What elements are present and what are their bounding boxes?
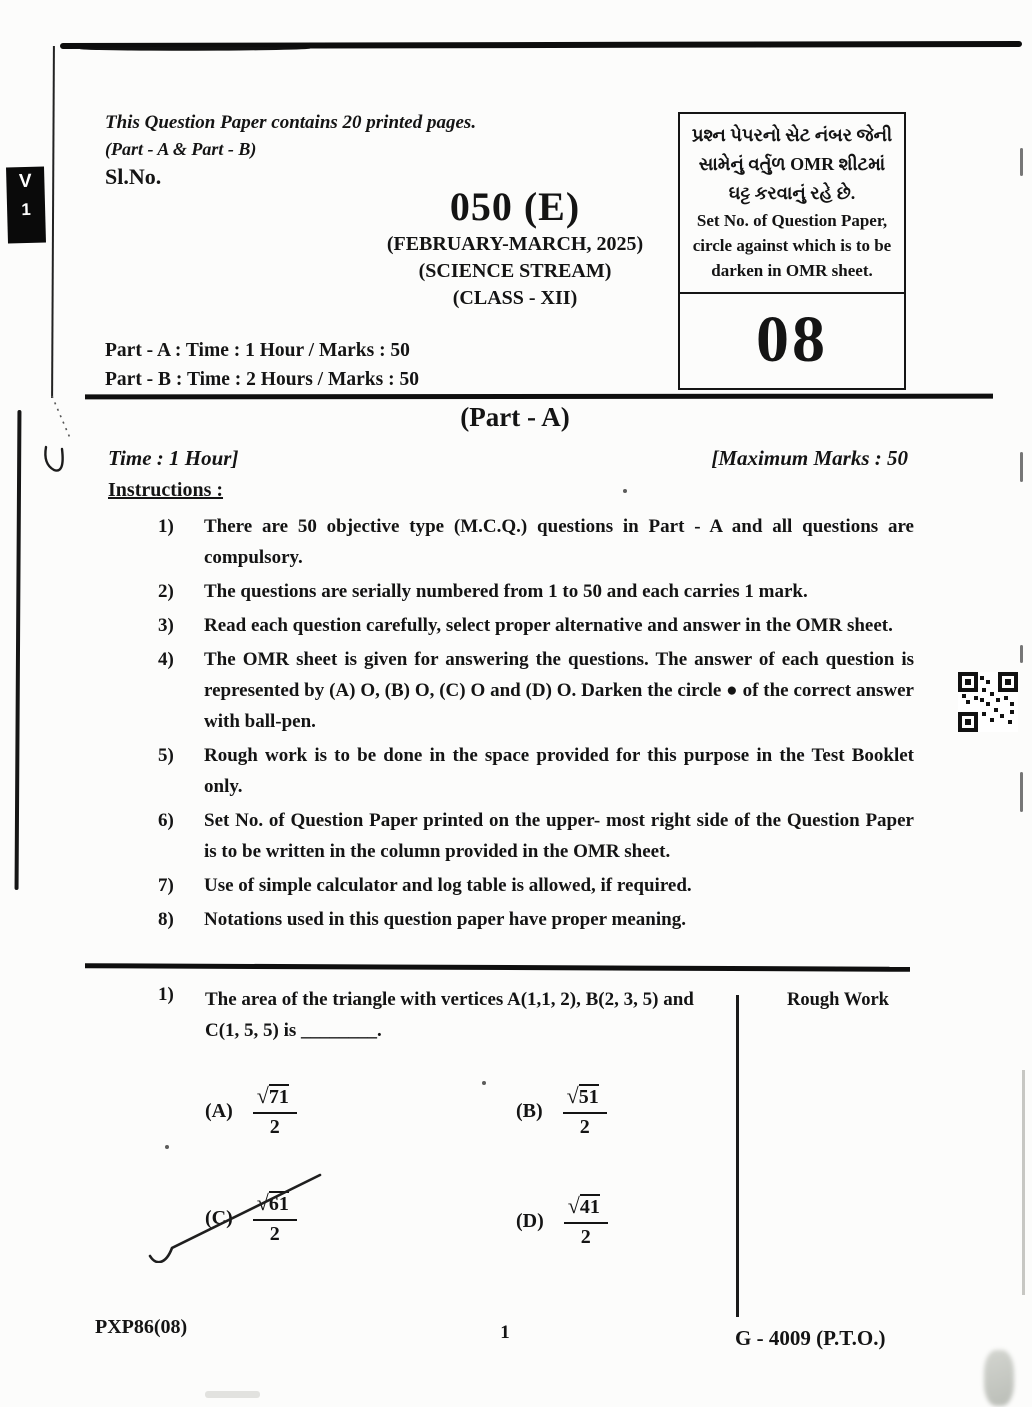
omr-note-english-line2: circle against which is to be	[692, 236, 892, 255]
radicand: 71	[268, 1086, 289, 1108]
instruction-item	[158, 805, 914, 867]
omr-note-english-line1: Set No. of Question Paper,	[696, 211, 888, 230]
horizontal-rule-top	[85, 394, 993, 400]
booklet-code: PXP86(08)	[95, 1316, 188, 1338]
maximum-marks: [Maximum Marks : 50	[711, 446, 908, 470]
instruction-number: 5)	[158, 745, 174, 766]
qr-code-icon	[956, 672, 1020, 732]
instruction-text: Set No. of Question Paper printed on the upper- most right side of the Question Paper is to be written in the column provided in the OMR sheet.	[204, 810, 914, 862]
scan-smudge	[984, 1350, 1014, 1406]
scan-speck	[482, 1081, 486, 1085]
instructions-list	[158, 511, 914, 938]
rough-work-label: Rough Work	[787, 990, 889, 1010]
denominator: 2	[269, 1116, 280, 1138]
printed-pages-note: This Question Paper contains 20 printed pages.	[105, 112, 477, 133]
parts-note: (Part - A & Part - B)	[105, 139, 257, 159]
omr-note-gujarati-line2: સામેનું વર્તુળ OMR શીટમાં	[698, 154, 886, 174]
question-text-line2: C(1, 5, 5) is ________.	[205, 1020, 382, 1041]
scan-top-edge-line	[60, 41, 1022, 49]
instruction-item	[158, 870, 914, 901]
question-text-line1: The area of the triangle with vertices A(1,1, 2), B(2, 3, 5) and	[205, 989, 694, 1010]
time-marks-row	[108, 446, 908, 471]
instruction-item	[158, 740, 914, 802]
instruction-text: Rough work is to be done in the space provided for this purpose in the Test Booklet only.	[204, 745, 914, 797]
option-b-fraction	[563, 1083, 607, 1139]
scan-left-fold-line	[51, 46, 55, 398]
instruction-number: 8)	[158, 909, 174, 930]
instruction-number: 2)	[158, 581, 174, 602]
binding-tab	[6, 167, 46, 244]
option-b	[516, 1083, 607, 1139]
omr-note-gujarati-line1: પ્રશ્ન પેપરનો સેટ નંબર જેની	[691, 125, 893, 145]
omr-note-english-line3: darken in OMR sheet.	[711, 261, 873, 280]
instruction-number: 6)	[158, 810, 174, 831]
instruction-number: 7)	[158, 875, 174, 896]
radical-sign: √	[567, 1193, 580, 1218]
scan-edge-streak	[1022, 1070, 1025, 1295]
scan-smudge-bottom	[205, 1391, 260, 1398]
scan-speck	[623, 489, 627, 493]
instruction-text: Read each question carefully, select proper alternative and answer in the OMR sheet.	[204, 615, 893, 636]
part-a-timing: Part - A : Time : 1 Hour / Marks : 50	[105, 340, 410, 361]
option-d-fraction	[564, 1193, 608, 1249]
binding-tab-letter: V	[18, 170, 33, 193]
scan-edge-mark	[1020, 452, 1023, 482]
page-number: 1	[500, 1322, 510, 1343]
paper-series-pto: G - 4009 (P.T.O.)	[735, 1326, 886, 1350]
option-a-label: (A)	[205, 1099, 233, 1122]
omr-note-gujarati-line3: ઘટ્ટ કરવાનું રહે છે.	[728, 183, 856, 203]
radicand: 41	[579, 1196, 600, 1218]
instruction-text: Use of simple calculator and log table is allowed, if required.	[204, 875, 692, 896]
scan-edge-mark	[1020, 148, 1023, 176]
pen-check-mark	[12, 392, 72, 487]
instruction-item	[158, 904, 914, 935]
instruction-item	[158, 511, 914, 573]
radicand: 61	[268, 1193, 289, 1215]
question-text	[205, 984, 733, 1046]
option-b-label: (B)	[516, 1099, 543, 1122]
pen-strike-mark	[140, 1148, 340, 1263]
rough-work-divider	[736, 995, 739, 1317]
exam-session: (FEBRUARY-MARCH, 2025)	[386, 233, 644, 255]
instruction-text: Notations used in this question paper have proper meaning.	[204, 909, 686, 930]
radical-sign: √	[256, 1190, 269, 1215]
radical-sign: √	[566, 1083, 579, 1108]
instruction-number: 4)	[158, 649, 174, 670]
option-a	[205, 1083, 297, 1139]
part-timings	[105, 336, 419, 394]
omr-set-number-box	[678, 112, 906, 390]
instruction-text: There are 50 objective type (M.C.Q.) questions in Part - A and all questions are compulsory.	[204, 516, 914, 568]
question-number: 1)	[158, 984, 174, 1005]
instruction-item	[158, 610, 914, 641]
section-title: (Part - A)	[460, 402, 570, 432]
option-c-label: (C)	[205, 1206, 233, 1229]
option-a-fraction	[253, 1083, 297, 1139]
scan-edge-mark	[1020, 645, 1023, 663]
paper-code: 050 (E)	[449, 184, 581, 229]
option-d	[516, 1193, 608, 1249]
set-number: 08	[756, 303, 828, 376]
title-block	[320, 183, 710, 312]
instruction-number: 1)	[158, 516, 174, 537]
header-note	[105, 110, 476, 192]
scan-edge-mark	[1020, 772, 1023, 812]
radicand: 51	[578, 1086, 599, 1108]
horizontal-rule-questions	[85, 963, 910, 972]
radical-sign: √	[256, 1083, 269, 1108]
denominator: 2	[580, 1226, 591, 1248]
stream-label: (SCIENCE STREAM)	[418, 260, 612, 282]
omr-set-instructions	[680, 114, 904, 294]
serial-no-label: Sl.No.	[105, 164, 162, 189]
instruction-text: The questions are serially numbered from 1 to 50 and each carries 1 mark.	[204, 581, 808, 602]
instruction-item	[158, 576, 914, 607]
instruction-item	[158, 644, 914, 737]
part-b-timing: Part - B : Time : 2 Hours / Marks : 50	[105, 369, 419, 390]
instruction-text: The OMR sheet is given for answering the questions. The answer of each question is represented by (A) O, (B) O, (C) O and (D) O. Darken the circle ● of the correct answer with ball-pen.	[204, 649, 914, 732]
instructions-heading: Instructions :	[108, 479, 224, 501]
option-d-label: (D)	[516, 1209, 544, 1232]
denominator: 2	[579, 1116, 590, 1138]
time-allowed: Time : 1 Hour]	[108, 446, 239, 470]
instruction-number: 3)	[158, 615, 174, 636]
denominator: 2	[269, 1223, 280, 1245]
binding-tab-number: 1	[21, 199, 32, 220]
class-label: (CLASS - XII)	[452, 287, 578, 309]
scan-speck	[165, 1145, 169, 1149]
